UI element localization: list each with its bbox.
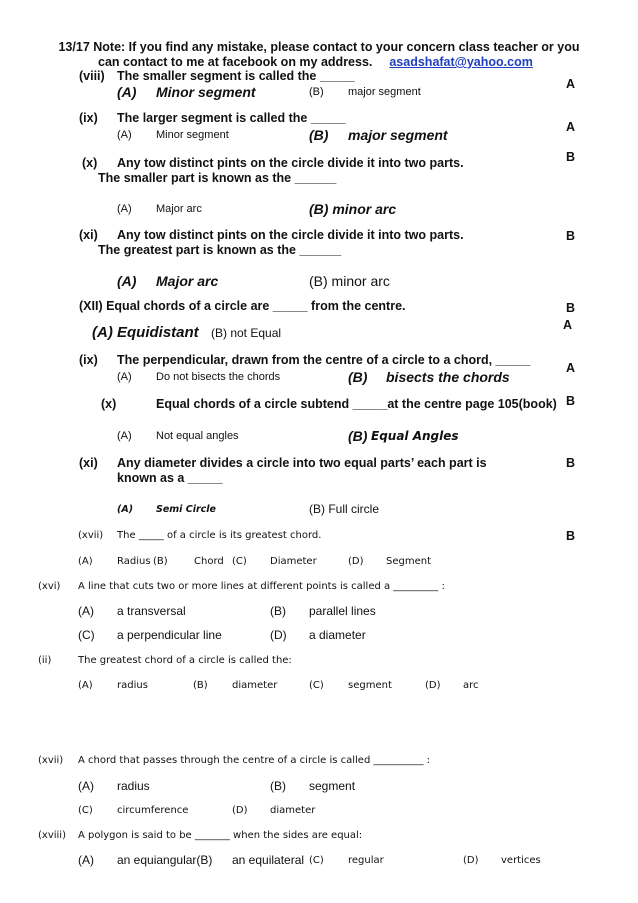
q10-option-d-label: (D) [270, 628, 287, 642]
q1-option-b-text: major segment [348, 86, 421, 98]
q9-option-3: Chord [194, 556, 224, 567]
q9-option-5: Diameter [270, 556, 317, 567]
q13-number: (xviii) [38, 830, 66, 841]
q8-line-2: known as a _____ [117, 471, 223, 485]
q10-number: (xvi) [38, 581, 61, 592]
q12-number: (xvii) [38, 755, 64, 766]
q8-option-a-label: (A) [117, 504, 134, 515]
q5-answer-mark: B [566, 301, 576, 315]
q1-answer: A [566, 77, 576, 91]
q4-option-a-label: (A) [117, 273, 137, 289]
q13-option-2: an equilateral [232, 853, 305, 867]
q8-answer: B [566, 456, 576, 470]
q11-option-4: (C) [309, 680, 324, 691]
q9-text: The _____ of a circle is its greatest chord. [117, 530, 322, 541]
q7-answer: B [566, 394, 576, 408]
q12-text: A chord that passes through the centre of a circle is called __________ : [78, 755, 431, 766]
q4-option-a-text: Major arc [156, 273, 219, 289]
q6-option-b-text: bisects the chords [386, 369, 510, 385]
q2-option-a-label: (A) [117, 129, 132, 141]
q12-option-a-text: radius [117, 779, 150, 793]
q6-option-a-label: (A) [117, 371, 132, 383]
q8-line-1: Any diameter divides a circle into two equal parts’ each part is [117, 456, 487, 470]
q10-option-c-text: a perpendicular line [117, 628, 222, 642]
q4-option-b: (B) minor arc [309, 273, 390, 289]
q2-option-a-text: Minor segment [156, 129, 229, 141]
q11-text: The greatest chord of a circle is called the: [78, 655, 292, 666]
q12-option-a-label: (A) [78, 779, 94, 793]
q4-number: (xi) [79, 228, 98, 242]
q6-text: The perpendicular, drawn from the centre of a circle to a chord, _____ [117, 353, 531, 367]
q10-option-a-label: (A) [78, 604, 94, 618]
q2-answer: A [566, 120, 576, 134]
q10-option-d-text: a diameter [309, 628, 366, 642]
q13-option-0: (A) [78, 853, 94, 867]
q13-option-5: (D) [463, 855, 479, 866]
q8-number: (xi) [79, 456, 98, 470]
q3-line-1: Any tow distinct pints on the circle divide it into two parts. [117, 156, 464, 170]
q7-option-b-label: (B) [348, 428, 368, 444]
q13-option-4: regular [348, 855, 384, 866]
q10-option-c-label: (C) [78, 628, 95, 642]
q9-option-1: Radius [117, 556, 151, 567]
q2-number: (ix) [79, 111, 98, 125]
q9-option-2: (B) [153, 556, 168, 567]
q5-option-a: (A) Equidistant [92, 324, 199, 341]
note-line-1: 13/17 Note: If you find any mistake, please contact to your concern class teacher or you [58, 40, 580, 54]
q12-option-d-label: (D) [232, 805, 248, 816]
q11-option-5: segment [348, 680, 392, 691]
q9-answer-mark: B [566, 529, 576, 543]
q9-option-4: (C) [232, 556, 247, 567]
q5-text: (XII) Equal chords of a circle are _____ from the centre. [79, 299, 406, 313]
q11-option-0: (A) [78, 680, 93, 691]
q7-option-b-text: Equal Angles [371, 429, 459, 443]
note-line-2-text: can contact to me at facebook on my address. [98, 55, 373, 69]
q4-line-1: Any tow distinct pints on the circle divide it into two parts. [117, 228, 464, 242]
q1-number: (viii) [79, 69, 105, 83]
q6-option-b-label: (B) [348, 369, 368, 385]
q11-number: (ii) [38, 655, 52, 666]
q13-option-3: (C) [309, 855, 324, 866]
q10-text: A line that cuts two or more lines at different points is called a _________ : [78, 581, 445, 592]
q1-text: The smaller segment is called the _____ [117, 69, 355, 83]
q3-line-2: The smaller part is known as the ______ [98, 171, 337, 185]
q1-option-b-label: (B) [309, 86, 324, 98]
q10-option-a-text: a transversal [117, 604, 186, 618]
q1-option-a-label: (A) [117, 84, 137, 100]
q1-option-a-text: Minor segment [156, 84, 256, 100]
q11-option-2: (B) [193, 680, 208, 691]
q6-number: (ix) [79, 353, 98, 367]
email-link[interactable]: asadshafat@yahoo.com [389, 55, 533, 69]
q7-text: Equal chords of a circle subtend _____at the centre page 105(book) [156, 397, 557, 411]
q13-option-1: an equiangular(B) [117, 853, 213, 867]
q3-option-b: (B) minor arc [309, 201, 397, 217]
q12-option-b-text: segment [309, 779, 356, 793]
q9-number: (xvii) [78, 530, 104, 541]
q11-option-6: (D) [425, 680, 441, 691]
q12-option-d-text: diameter [270, 805, 316, 816]
q3-option-a-label: (A) [117, 203, 132, 215]
q2-option-b-text: major segment [348, 127, 448, 143]
q9-option-0: (A) [78, 556, 93, 567]
q7-option-a-label: (A) [117, 430, 132, 442]
q12-option-c-text: circumference [117, 805, 189, 816]
q7-number: (x) [101, 397, 117, 411]
q6-answer: A [566, 361, 576, 375]
q9-option-7: Segment [386, 556, 431, 567]
q3-number: (x) [82, 156, 98, 170]
q11-option-1: radius [117, 680, 148, 691]
q12-option-c-label: (C) [78, 805, 93, 816]
q12-option-b-label: (B) [270, 779, 286, 793]
q11-option-7: arc [463, 680, 479, 691]
q3-answer: B [566, 150, 576, 164]
q5-answer: A [563, 318, 573, 332]
q10-option-b-label: (B) [270, 604, 286, 618]
q6-option-a-text: Do not bisects the chords [156, 371, 281, 383]
q4-answer: B [566, 229, 576, 243]
q3-option-a-text: Major arc [156, 203, 202, 215]
q2-text: The larger segment is called the _____ [117, 111, 346, 125]
note-line-2 [98, 56, 533, 69]
q13-text: A polygon is said to be _______ when the sides are equal: [78, 830, 363, 841]
q4-line-2: The greatest part is known as the ______ [98, 243, 342, 257]
q9-option-6: (D) [348, 556, 364, 567]
q13-option-6: vertices [501, 855, 541, 866]
q8-option-b: (B) Full circle [309, 502, 380, 516]
q5-option-b: (B) not Equal [211, 326, 282, 340]
q2-option-b-label: (B) [309, 127, 329, 143]
q7-option-a-text: Not equal angles [156, 430, 239, 442]
q10-option-b-text: parallel lines [309, 604, 376, 618]
q8-option-a-text: Semi Circle [156, 504, 216, 515]
q11-option-3: diameter [232, 680, 278, 691]
